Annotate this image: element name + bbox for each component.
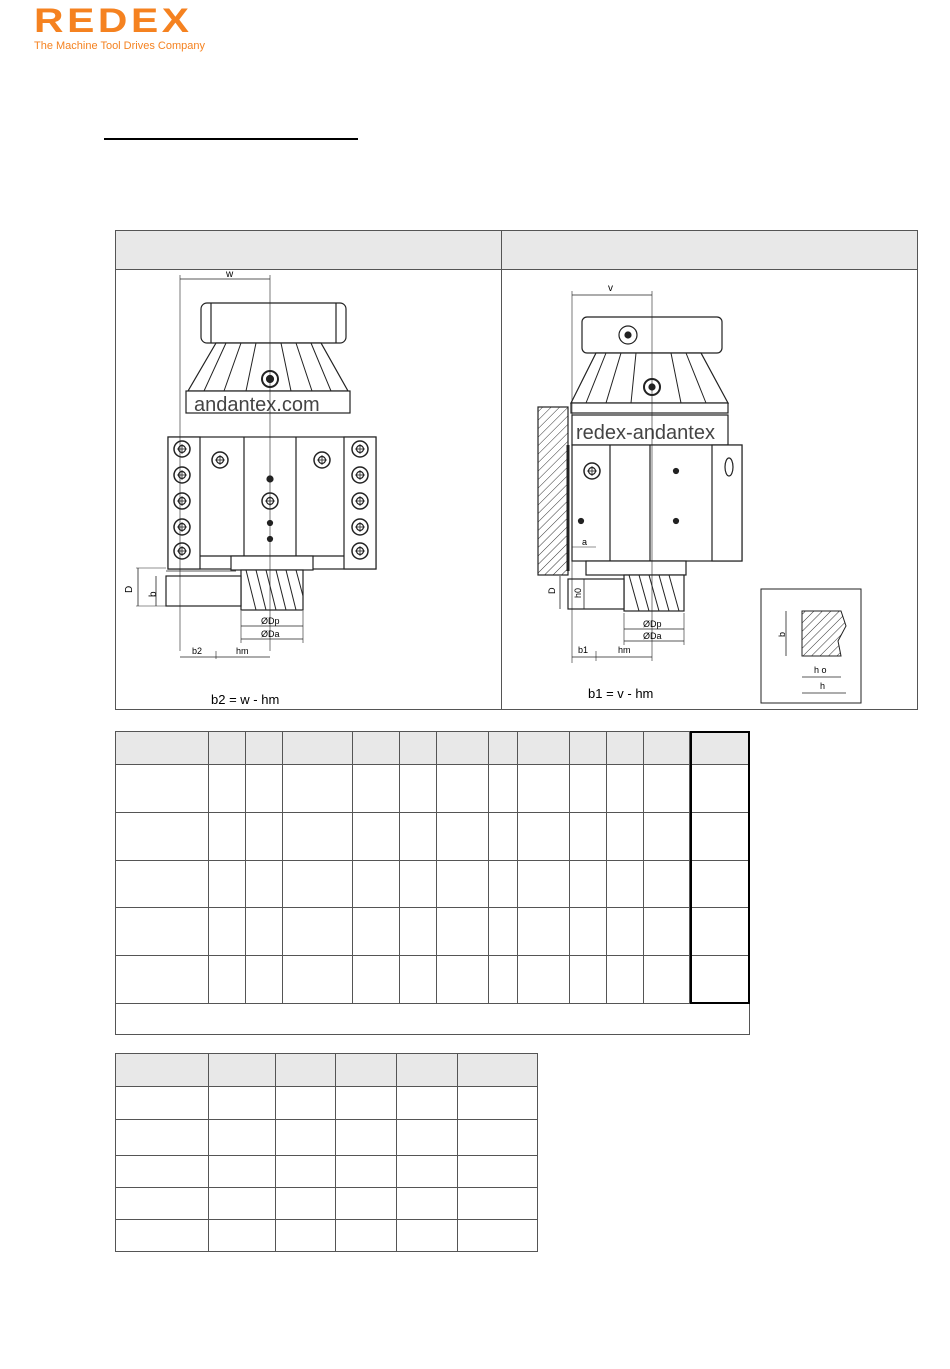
left-hm-label: hm xyxy=(236,646,249,656)
detail-ho-label: h o xyxy=(814,665,827,675)
table-row xyxy=(116,813,750,861)
table-row xyxy=(116,861,750,908)
formula-b1: b1 = v - hm xyxy=(588,686,654,701)
right-hm-label: hm xyxy=(618,645,631,655)
left-w-label: w xyxy=(226,269,234,280)
table-footnote-row xyxy=(116,1004,750,1035)
logo-wordmark: REDEX xyxy=(34,2,193,40)
left-D-label: D xyxy=(124,585,135,593)
technical-drawings xyxy=(116,231,917,709)
left-Dp-label: ØDp xyxy=(261,616,280,626)
table-row xyxy=(116,956,750,1004)
table-header-row xyxy=(116,732,750,765)
secondary-table xyxy=(115,1053,538,1252)
right-D-label: D xyxy=(547,587,557,594)
table-row xyxy=(116,1087,538,1120)
right-v-label: v xyxy=(608,283,613,294)
right-gearbox-drawing xyxy=(538,283,861,703)
right-watermark: redex-andantex xyxy=(576,422,715,444)
left-b2-label: b2 xyxy=(192,646,203,656)
logo-tagline: The Machine Tool Drives Company xyxy=(34,40,205,52)
specification-table xyxy=(115,731,750,1035)
table-header-row xyxy=(116,1054,538,1087)
left-Da-label: ØDa xyxy=(261,629,280,639)
detail-h-label: h xyxy=(820,681,826,691)
table-row xyxy=(116,1120,538,1156)
left-watermark: andantex.com xyxy=(194,394,320,416)
company-logo xyxy=(34,4,205,52)
formula-b2: b2 = w - hm xyxy=(211,692,280,707)
table-row xyxy=(116,1220,538,1252)
right-a-label: a xyxy=(582,537,588,547)
right-b1-label: b1 xyxy=(578,645,589,655)
table-row xyxy=(116,1188,538,1220)
left-b-label: b xyxy=(148,591,159,597)
table-row xyxy=(116,765,750,813)
diagram-panel xyxy=(115,230,918,710)
right-Dp-label: ØDp xyxy=(643,619,662,629)
section-heading-underline xyxy=(104,138,358,140)
right-Da-label: ØDa xyxy=(643,631,662,641)
right-h0-label: h0 xyxy=(573,587,583,598)
detail-b-label: b xyxy=(777,631,787,637)
left-gearbox-drawing xyxy=(124,269,376,659)
table-row xyxy=(116,908,750,956)
table-row xyxy=(116,1156,538,1188)
